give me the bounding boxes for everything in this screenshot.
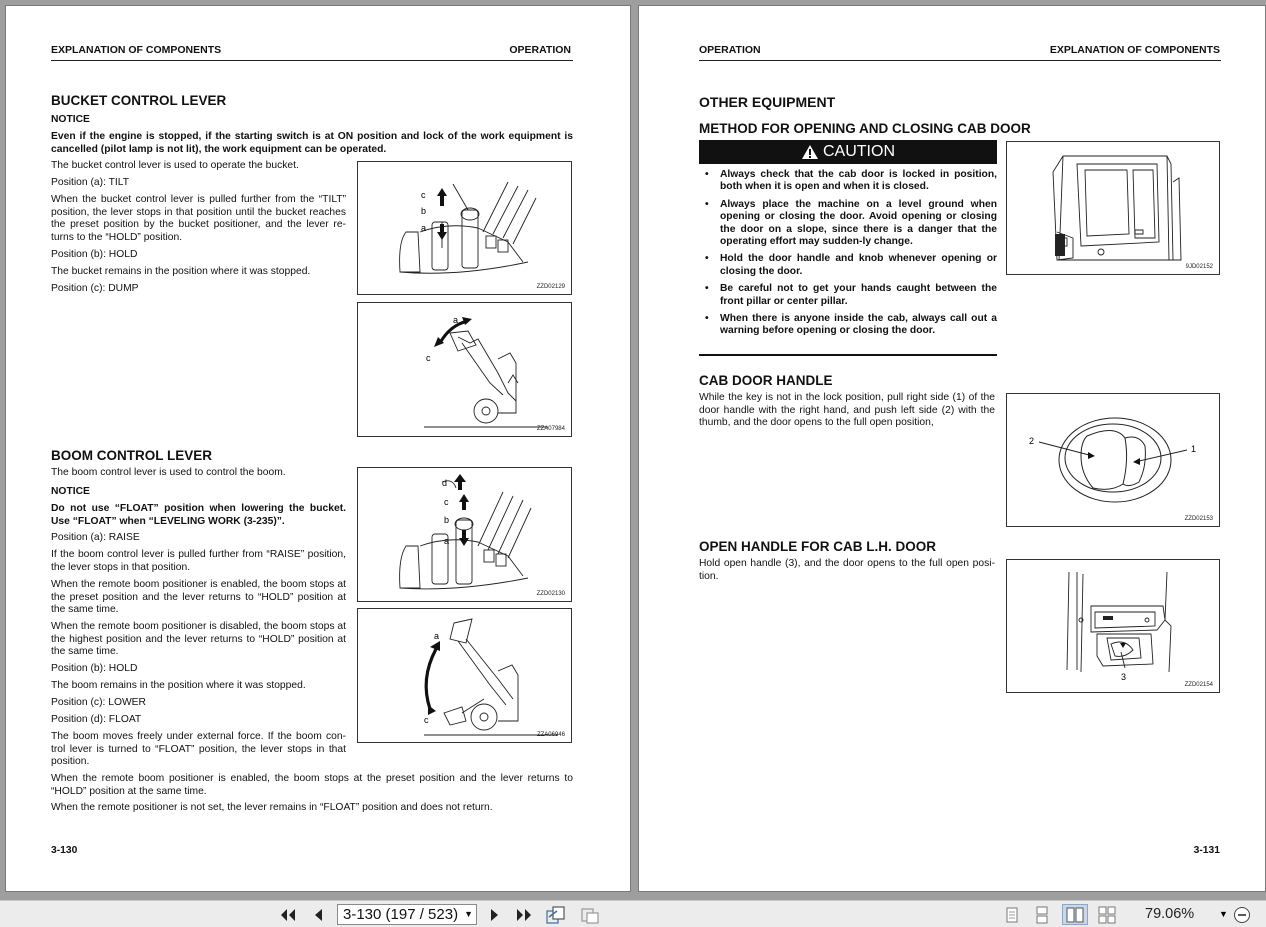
caution-list bbox=[699, 169, 997, 343]
boom-loader-label-c: c bbox=[424, 715, 429, 725]
viewer-toolbar bbox=[0, 900, 1266, 927]
bucket-tilt-description: When the bucket control lever is pulled further from the “TILT” position, the lever stops in that position until the bucket reaches the preset position by the bucket positioner, and the lever re-turns to the “HOLD” position. bbox=[51, 194, 346, 243]
cab-door-handle-text: While the key is not in the lock position, pull right side (1) of the door handle with the right hand, and push left side (2) with the thumb, and the door opens to the full open position, bbox=[699, 392, 995, 429]
zoom-level[interactable]: 79.06% bbox=[1145, 906, 1195, 922]
boom-label-a: a bbox=[444, 536, 450, 546]
handle-label-2: 2 bbox=[1029, 436, 1035, 446]
boom-fig4-code: ZZA06946 bbox=[536, 732, 565, 738]
bucket-position-b: Position (b): HOLD bbox=[51, 249, 138, 260]
warning-icon bbox=[801, 144, 819, 160]
bucket-lever-illustration bbox=[358, 162, 573, 296]
boom-positioner-disabled: When the remote boom positioner is disabled, the boom stops at the highest position and the lever returns to “HOLD” position at the same time. bbox=[51, 621, 346, 658]
page-number-field[interactable] bbox=[337, 904, 477, 925]
open-handle-label-3: 3 bbox=[1121, 672, 1127, 682]
open-handle-figure bbox=[1006, 559, 1220, 693]
caution-item: • Hold the door handle and knob whenever opening or closing the door. bbox=[699, 253, 997, 278]
cab-door-method-title: METHOD FOR OPENING AND CLOSING CAB DOOR bbox=[699, 121, 1031, 136]
right-page-number: 3-131 bbox=[1193, 845, 1220, 856]
boom-lever-title: BOOM CONTROL LEVER bbox=[51, 448, 213, 463]
left-header-rule bbox=[51, 60, 573, 61]
zoom-out-button[interactable] bbox=[1232, 904, 1252, 925]
zoom-dropdown-chevron-icon[interactable]: ▼ bbox=[1219, 909, 1228, 919]
caution-end-rule bbox=[699, 354, 997, 356]
boom-positioner-not-set: When the remote positioner is not set, the lever remains in “FLOAT” position and does not return. bbox=[51, 802, 493, 813]
boom-fig3-code: ZZD02130 bbox=[536, 591, 565, 597]
last-page-button[interactable] bbox=[513, 904, 535, 925]
first-page-button[interactable] bbox=[277, 904, 299, 925]
boom-lever-figure bbox=[357, 467, 572, 602]
bucket-loader-illustration bbox=[358, 303, 573, 438]
boom-label-c: c bbox=[444, 497, 449, 507]
page-dropdown-chevron-icon[interactable]: ▼ bbox=[464, 909, 473, 919]
facing-continuous-icon bbox=[1097, 906, 1117, 924]
boom-label-b: b bbox=[444, 515, 450, 525]
caution-item: • Be careful not to get your hands caught between the front pillar or center pillar. bbox=[699, 283, 997, 308]
handle-label-1: 1 bbox=[1191, 444, 1197, 454]
caution-item: • When there is anyone inside the cab, always call out a warning before opening or closing the door. bbox=[699, 313, 997, 338]
continuous-page-icon bbox=[1034, 906, 1050, 924]
bucket-notice-text: Even if the engine is stopped, if the starting switch is at ON position and lock of the work equipment is cancelled (pilot lamp is not lit), the work equipment can be operated. bbox=[51, 131, 573, 155]
caution-item: • Always place the machine on a level ground when opening or closing the door. Avoid opening or closing the door on a slope, since there is a danger that the operating effort may sudden-ly change. bbox=[699, 199, 997, 249]
boom-position-c: Position (c): LOWER bbox=[51, 697, 146, 708]
bucket-loader-figure bbox=[357, 302, 572, 437]
single-page-view-button[interactable] bbox=[1001, 904, 1023, 925]
open-handle-text: Hold open handle (3), and the door opens to the full open posi-tion. bbox=[699, 558, 995, 582]
other-equipment-title: OTHER EQUIPMENT bbox=[699, 94, 836, 110]
bucket-notice-label: NOTICE bbox=[51, 114, 90, 125]
boom-positioner-enabled: When the remote boom positioner is enabled, the boom stops at the preset position and the lever returns to “HOLD” position at the same time. bbox=[51, 579, 346, 616]
next-page-button[interactable] bbox=[485, 904, 505, 925]
right-header-rule bbox=[699, 60, 1221, 61]
export-page-button[interactable] bbox=[544, 904, 568, 925]
facing-view-button[interactable] bbox=[1062, 904, 1088, 925]
zoom-out-icon bbox=[1233, 906, 1251, 924]
boom-loader-label-a: a bbox=[434, 631, 440, 641]
caution-label: CAUTION bbox=[823, 143, 895, 160]
bucket-arrow-up bbox=[437, 188, 447, 206]
previous-page-button[interactable] bbox=[308, 904, 328, 925]
boom-float-positioner-enabled: When the remote boom positioner is enabled, the boom stops at the preset position and the lever returns to “HOLD” position at the same time. bbox=[51, 773, 573, 797]
right-header-chapter: OPERATION bbox=[699, 44, 761, 56]
boom-raise-description: If the boom control lever is pulled further from “RAISE” position, the lever stops in that position. bbox=[51, 549, 346, 573]
boom-position-b: Position (b): HOLD bbox=[51, 663, 138, 674]
previous-page-icon bbox=[312, 907, 324, 923]
bucket-hold-description: The bucket remains in the position where it was stopped. bbox=[51, 266, 311, 277]
cab-door-handle-title: CAB DOOR HANDLE bbox=[699, 373, 833, 388]
boom-lever-illustration bbox=[358, 468, 573, 603]
bucket-lever-figure bbox=[357, 161, 572, 295]
bucket-fig2-code: ZZA07984 bbox=[536, 426, 565, 432]
boom-label-d: d bbox=[442, 478, 448, 488]
left-header-chapter: OPERATION bbox=[509, 44, 571, 56]
left-header-section: EXPLANATION OF COMPONENTS bbox=[51, 44, 222, 56]
door-handle-illustration bbox=[1007, 394, 1221, 528]
bucket-lever-title: BUCKET CONTROL LEVER bbox=[51, 93, 227, 108]
open-handle-illustration bbox=[1007, 560, 1221, 694]
continuous-view-button[interactable] bbox=[1031, 904, 1053, 925]
bucket-paragraph: The bucket control lever is used to operate the bucket. bbox=[51, 160, 299, 171]
bucket-fig1-code: ZZD02129 bbox=[536, 284, 565, 290]
boom-float-description: The boom moves freely under external force. If the boom con-trol lever is turned to “FLOAT” position, the lever stops in that position. bbox=[51, 731, 346, 768]
next-page-icon bbox=[489, 907, 501, 923]
open-handle-fig-code: ZZD02154 bbox=[1184, 682, 1213, 688]
page-right bbox=[638, 5, 1266, 892]
boom-notice-text: Do not use “FLOAT” position when lowering the bucket. Use “FLOAT” when “LEVELING WORK (3-235)”. bbox=[51, 503, 346, 527]
open-handle-title: OPEN HANDLE FOR CAB L.H. DOOR bbox=[699, 539, 937, 554]
boom-paragraph: The boom control lever is used to control the boom. bbox=[51, 467, 286, 478]
boom-loader-illustration bbox=[358, 609, 573, 744]
caution-banner bbox=[699, 140, 997, 164]
loader-label-a: a bbox=[453, 315, 459, 325]
export-page-icon bbox=[545, 905, 567, 925]
bucket-label-c: c bbox=[421, 190, 426, 200]
boom-position-a: Position (a): RAISE bbox=[51, 532, 140, 543]
page-number-value: 3-130 (197 / 523) bbox=[343, 906, 459, 923]
handle-fig-code: ZZD02153 bbox=[1184, 516, 1213, 522]
page-left bbox=[5, 5, 631, 892]
left-page-number: 3-130 bbox=[51, 845, 78, 856]
boom-position-d: Position (d): FLOAT bbox=[51, 714, 142, 725]
first-page-icon bbox=[279, 907, 297, 923]
bucket-position-c: Position (c): DUMP bbox=[51, 283, 139, 294]
bucket-label-a: a bbox=[421, 223, 427, 233]
door-handle-figure bbox=[1006, 393, 1220, 527]
single-page-icon bbox=[1004, 906, 1020, 924]
loader-label-c: c bbox=[426, 353, 431, 363]
boom-hold-description: The boom remains in the position where it was stopped. bbox=[51, 680, 306, 691]
copy-page-icon bbox=[579, 905, 601, 925]
copy-page-button[interactable] bbox=[578, 904, 602, 925]
right-header-section: EXPLANATION OF COMPONENTS bbox=[1049, 44, 1220, 56]
bucket-label-b: b bbox=[421, 206, 427, 216]
boom-notice-label: NOTICE bbox=[51, 486, 90, 497]
cab-door-figure bbox=[1006, 141, 1220, 275]
cab-illustration bbox=[1007, 142, 1221, 276]
caution-item: • Always check that the cab door is locked in position, both when it is open and when it is closed. bbox=[699, 169, 997, 194]
facing-page-icon bbox=[1065, 906, 1085, 924]
last-page-icon bbox=[515, 907, 533, 923]
facing-continuous-view-button[interactable] bbox=[1096, 904, 1118, 925]
cab-fig-code: 9JD02152 bbox=[1185, 264, 1213, 270]
boom-loader-figure bbox=[357, 608, 572, 743]
bucket-position-a: Position (a): TILT bbox=[51, 177, 130, 188]
